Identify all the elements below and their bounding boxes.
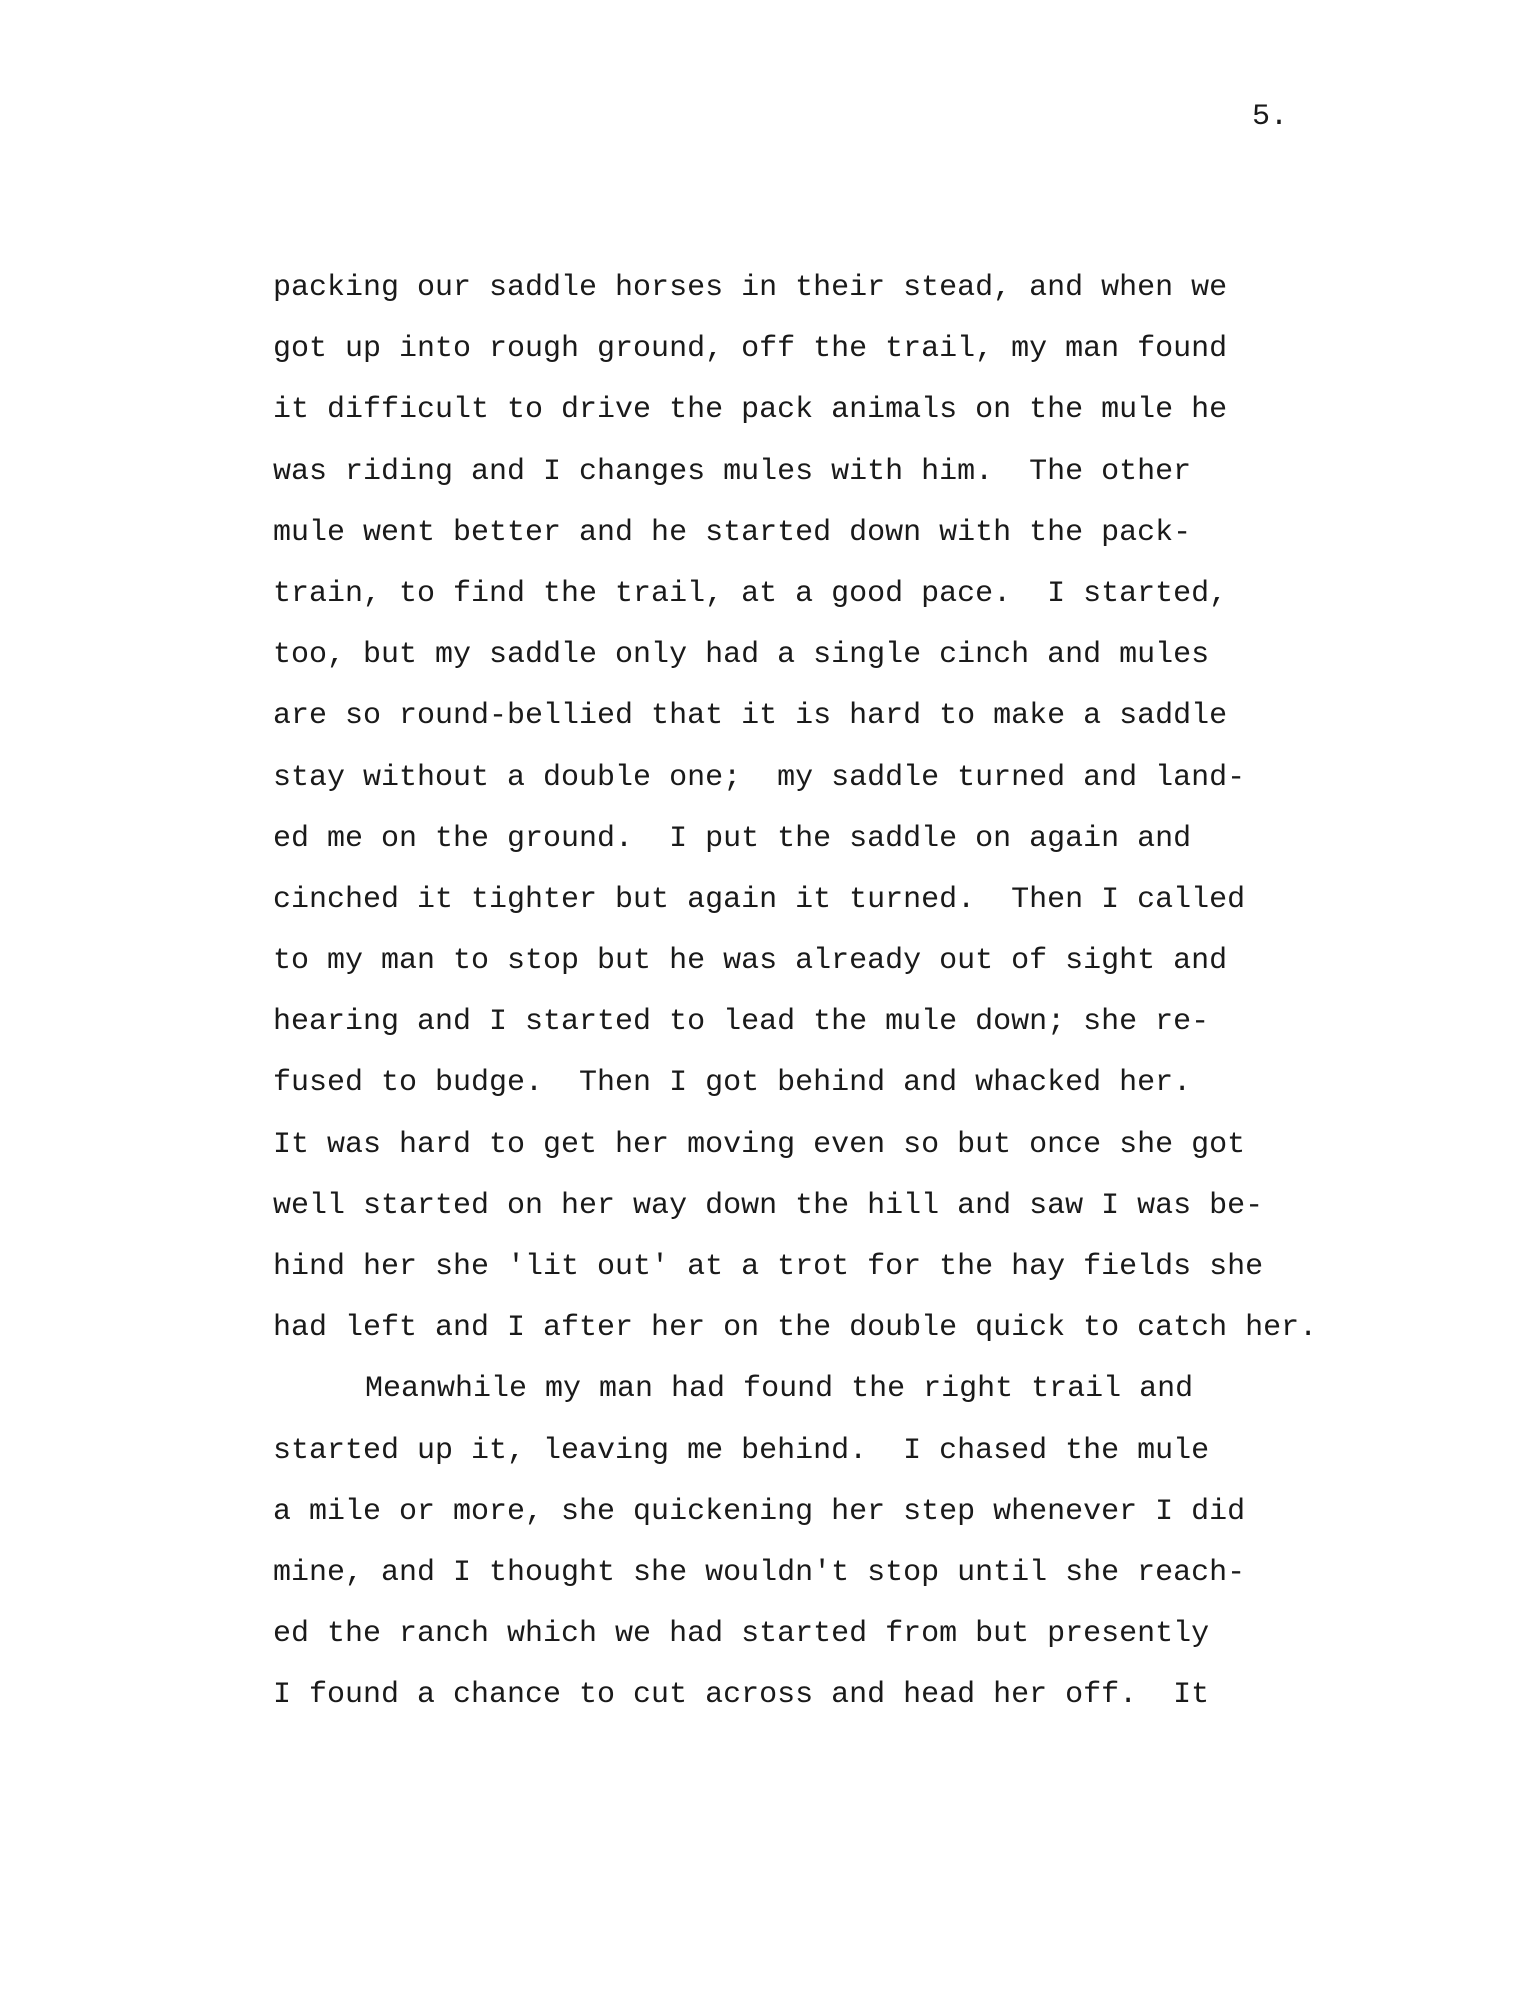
text-line: ed the ranch which we had started from but presently (273, 1617, 1210, 1652)
text-line: ed me on the ground. I put the saddle on again and (273, 821, 1192, 856)
text-line: a mile or more, she quickening her step whenever I did (273, 1494, 1246, 1529)
text-line: it difficult to drive the pack animals on the mule he (273, 393, 1228, 428)
text-line: It was hard to get her moving even so but once she got (273, 1127, 1246, 1162)
text-line: packing our saddle horses in their stead, and when we (273, 271, 1228, 305)
text-line: hind her she 'lit out' at a trot for the hay fields she (273, 1250, 1264, 1284)
page-number: 5. (1252, 100, 1289, 134)
text-line: mule went better and he started down with the pack- (273, 515, 1192, 550)
text-line: mine, and I thought she wouldn't stop until she reach- (273, 1555, 1246, 1590)
text-line: cinched it tighter but again it turned. Then I called (273, 882, 1246, 917)
text-line: started up it, leaving me behind. I chased the mule (273, 1433, 1210, 1468)
typed-text-body (273, 258, 1317, 1727)
text-line: well started on her way down the hill and saw I was be- (273, 1188, 1264, 1223)
text-line: hearing and I started to lead the mule down; she re- (273, 1005, 1210, 1040)
text-line: too, but my saddle only had a single cinch and mules (273, 638, 1210, 673)
text-line: I found a chance to cut across and head her off. It (273, 1678, 1210, 1713)
text-line: stay without a double one; my saddle turned and land- (273, 760, 1246, 795)
text-line: are so round-bellied that it is hard to make a saddle (273, 699, 1228, 734)
text-line: had left and I after her on the double quick to catch her. (273, 1311, 1318, 1346)
text-line: fused to budge. Then I got behind and whacked her. (273, 1066, 1192, 1101)
paragraph-start-line: Meanwhile my man had found the right trail and (365, 1372, 1194, 1407)
text-line: got up into rough ground, off the trail, my man found (273, 332, 1228, 367)
text-line: was riding and I changes mules with him. The other (273, 454, 1192, 489)
text-line: to my man to stop but he was already out of sight and (273, 944, 1228, 979)
text-line: train, to find the trail, at a good pace. I started, (273, 576, 1228, 611)
